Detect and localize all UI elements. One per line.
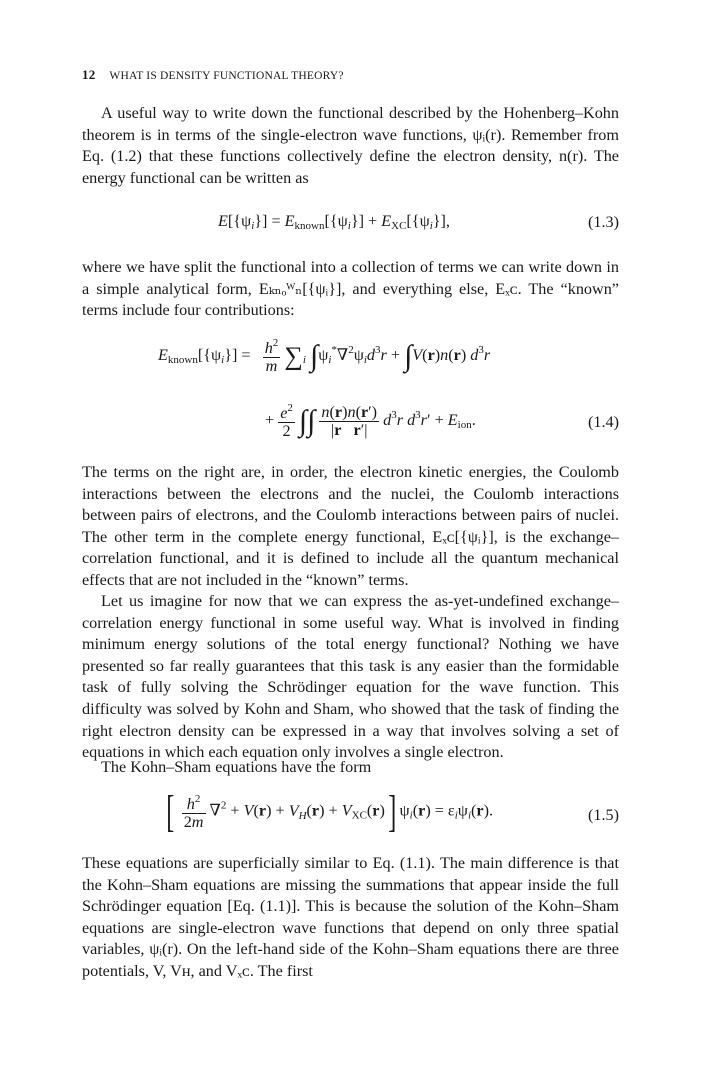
equation-1-3: $E[\{\psi_i\}] = E_{known}[\{\psi_i\}] + E_{XC}[\{\psi_i\}]$, [218, 212, 450, 232]
equation-number-1-4: (1.4) [587, 413, 619, 431]
paragraph-6: These equations are superficially similar to Eq. (1.1). The main difference is that the Kohn–Sham equations are missing the summations that appear inside the full Schrödinger equation [Eq. (1.1)]. This is because the solution of the Kohn–Sham equations are single-electron wave functions that depend on only three spatial variables, ψᵢ(r). On the left-hand side of the Kohn–Sham equations there are three potentials, V, Vʜ, and Vₓᴄ. The first [82, 854, 619, 980]
equation-1-4-line-2: + $\frac{e^2}{2}$ ∫∫ $\frac{n(r)n(r')}{\text{|r r′|}}$ $d^3r$ $d^3r' + E_{ion}$. [265, 402, 476, 440]
paragraph-1: A useful way to write down the functional described by the Hohenberg–Kohn theorem is in terms of the single-electron wave functions, ψᵢ(r). Remember from Eq. (1.2) that these functions collectively define the electron density, n(r). The energy functional can be written as [82, 104, 619, 187]
paragraph-4: Let us imagine for now that we can express the as-yet-undefined exchange–correlation energy functional in some useful way. What is involved in finding minimum energy solutions of the total energy functional? Nothing we have presented so far really guarantees that this task is any easier than the formidable task of fully solving the Schrödinger equation for the wave function. This difficulty was solved by Kohn and Sham, who showed that the task of finding the right electron density can be expressed in a way that involves solving a set of equations in which each equation only involves a single electron. [82, 592, 619, 762]
page-number: 12 [82, 67, 96, 82]
paragraph-5: The Kohn–Sham equations have the form [101, 758, 372, 776]
running-header [82, 67, 344, 83]
equation-1-5: [ $\frac{h^2}{2m}$ $\nabla^2 + V(r) + V_H(r) + V_{XC}(r)$] $\psi_i(r) = \varepsilon_i\psi_i(r)$. [166, 787, 494, 836]
equation-number-1-3: (1.3) [587, 213, 619, 231]
running-title: WHAT IS DENSITY FUNCTIONAL THEORY? [109, 70, 344, 82]
paragraph-3: The terms on the right are, in order, the electron kinetic energies, the Coulomb interactions between the electrons and the nuclei, the Coulomb interactions between pairs of electrons, and the Coulomb interactions between pairs of nuclei. The other term in the complete energy functional, Eₓᴄ[{ψᵢ}], is the exchange–correlation functional, and it is defined to include all the quantum mechanical effects that are not included in the “known” terms. [82, 463, 619, 589]
equation-1-4-line-1: $E_{known}[\{\psi_i\}]$ = $\frac{h^2}{m}$ $\sum_i$ $\int\psi_i^*\nabla^2\psi_id^3r + \int V(r)n(r)$ $d^3r$ [158, 337, 491, 375]
equation-number-1-5: (1.5) [587, 806, 619, 824]
paragraph-2: where we have split the functional into a collection of terms we can write down in a simple analytical form, Eₖₙₒᵂₙ[{ψᵢ}], and everything else, Eₓᴄ. The “known” terms include four contributions: [82, 258, 619, 320]
